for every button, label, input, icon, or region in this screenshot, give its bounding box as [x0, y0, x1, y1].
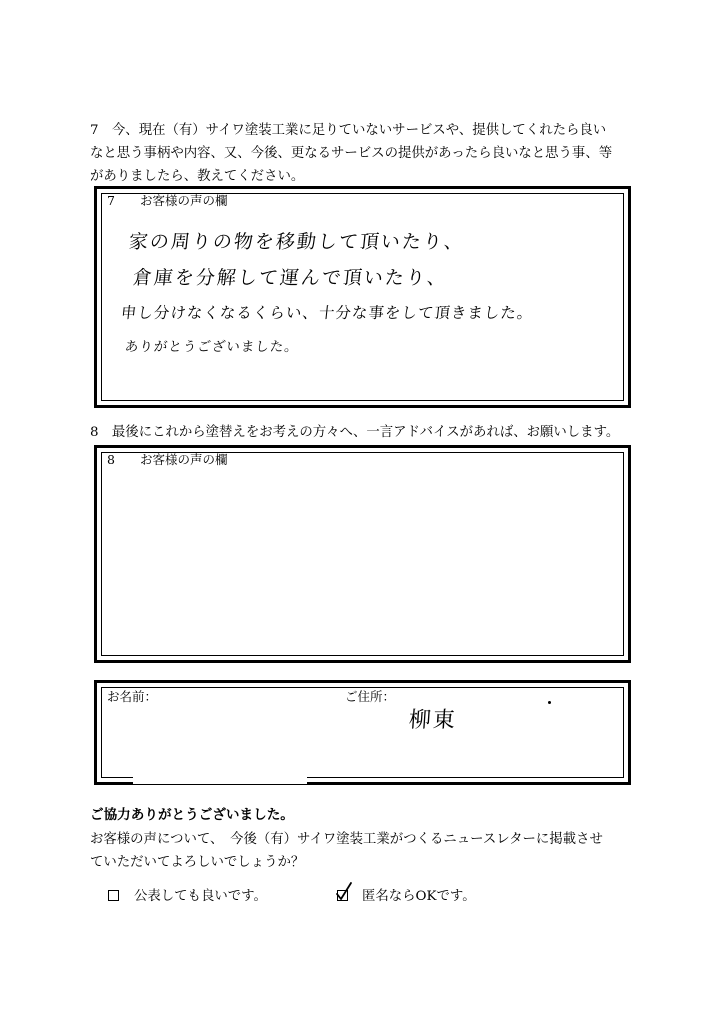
checkmark-icon [335, 882, 353, 902]
answer-box-7-label: 7 お客様の声の欄 [107, 193, 228, 208]
answer-box-8 [94, 445, 631, 663]
question-7-line-3: がありましたら、教えてください。 [90, 169, 305, 184]
handwritten-answer-line-3: 申し分けなくなるくらい、十分な事をして頂きました。 [119, 304, 535, 322]
answer-box-7 [94, 186, 631, 408]
consent-line-2: ていただいてよろしいでしょうか？ [90, 855, 305, 870]
ink-dot [548, 701, 551, 704]
contact-box [94, 680, 631, 785]
public-checkbox[interactable] [108, 890, 119, 901]
handwritten-answer-line-1: 家の周りの物を移動して頂いたり、 [127, 231, 467, 253]
name-label: お名前： [107, 689, 158, 704]
address-label: ご住所： [345, 689, 396, 704]
anonymous-option-label: 匿名ならOKです。 [362, 889, 476, 904]
handwritten-answer-line-2: 倉庫を分解して運んで頂いたり、 [131, 267, 450, 289]
question-8-text: 8 最後にこれから塗替えをお考えの方々へ、一言アドバイスがあれば、お願いします。 [90, 425, 620, 440]
question-7-line-1: 7 今、現在（有）サイワ塗装工業に足りていないサービスや、提供してくれたら良い [90, 123, 607, 138]
public-option-label: 公表しても良いです。 [134, 889, 267, 904]
question-7-line-2: なと思う事柄や内容、又、今後、更なるサービスの提供があったら良いなと思う事、等 [90, 146, 613, 161]
address-value: 柳東 [407, 708, 458, 733]
consent-line-1: お客様の声について、 今後（有）サイワ塗装工業がつくるニュースレターに掲載させ [90, 832, 603, 847]
redaction-bar [133, 772, 307, 784]
answer-box-8-label: 8 お客様の声の欄 [107, 452, 228, 467]
handwritten-answer-line-4: ありがとうございました。 [123, 339, 300, 355]
thanks-text: ご協力ありがとうございました。 [90, 807, 294, 823]
anonymous-checkbox[interactable] [337, 890, 348, 901]
